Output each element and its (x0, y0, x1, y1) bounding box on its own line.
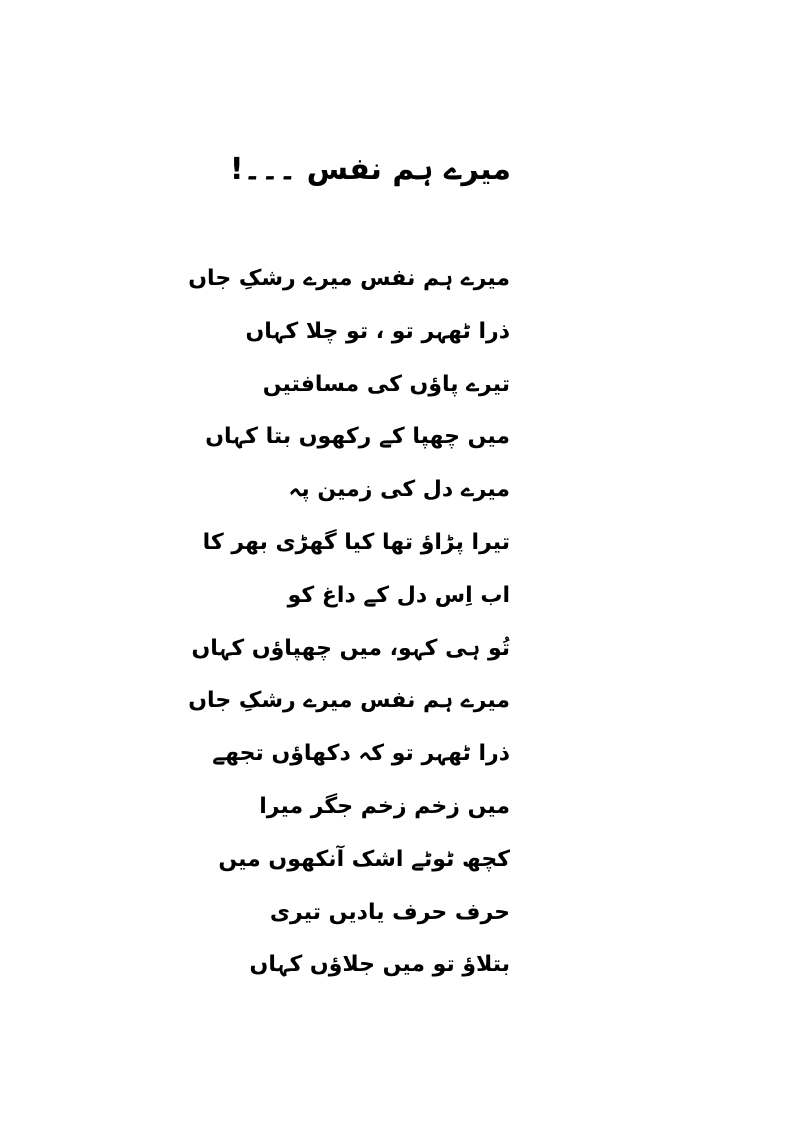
poem-line: اب اِس دل کے داغ کو (287, 582, 510, 608)
poem-line: میرے ہم نفس میرے رشکِ جاں (188, 266, 510, 291)
poem-line: بتلاؤ تو میں جلاؤں کہاں (249, 952, 510, 978)
poem-line: میں زخم زخم جگر میرا (259, 793, 510, 819)
poem-line: ذرا ٹھہر تو ، تو چلا کہاں (245, 318, 510, 344)
poem-line: میں چھپا کے رکھوں بتا کہاں (205, 424, 510, 450)
poem-line: میرے ہم نفس میرے رشکِ جاں (188, 688, 510, 714)
poem-line: حرف حرف یادیں تیری (269, 899, 510, 925)
poem-line: تیرے پاؤں کی مسافتیں (262, 371, 510, 397)
poem-title: میرے ہم نفس ۔۔۔! (229, 152, 511, 187)
poem-lines (90, 259, 510, 998)
poem-line: تیرا پڑاؤ تھا کیا گھڑی بھر کا (202, 529, 510, 555)
poem-line: ذرا ٹھہر تو کہ دکھاؤں تجھے (212, 741, 510, 767)
poem-line: میرے دل کی زمین پہ (288, 477, 510, 503)
poem-line: کچھ ٹوٹے اشک آنکھوں میں (218, 846, 510, 872)
poem-line: تُو ہی کہو، میں چھپاؤں کہاں (191, 635, 510, 661)
